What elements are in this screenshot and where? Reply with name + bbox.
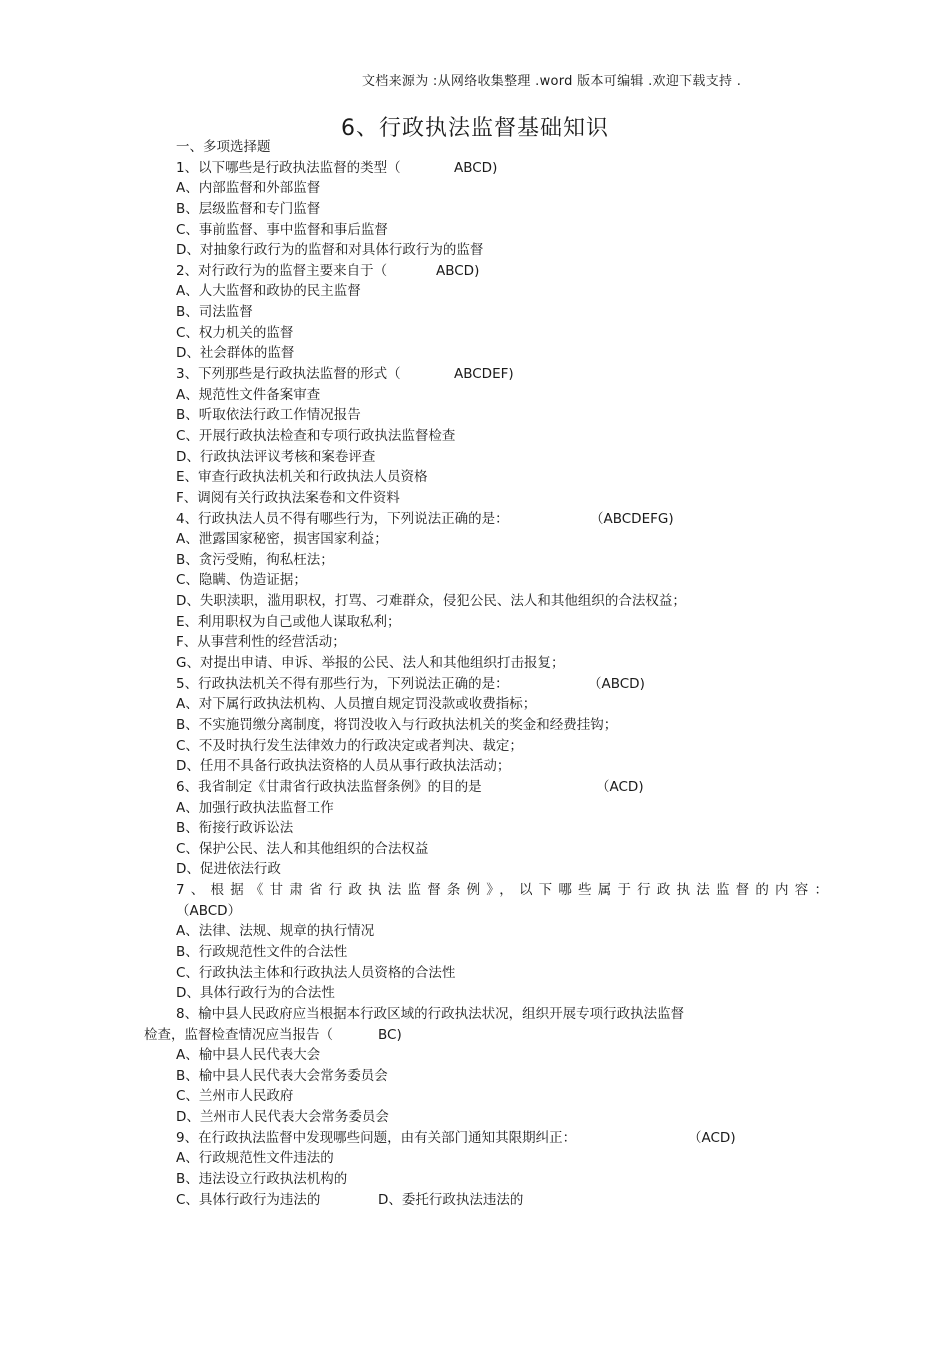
option: D、兰州市人民代表大会常务委员会 bbox=[176, 1109, 389, 1126]
option: B、司法监督 bbox=[176, 304, 253, 321]
option: A、内部监督和外部监督 bbox=[176, 180, 321, 197]
question-5 bbox=[0, 674, 950, 695]
option: A、对下属行政执法机构、人员擅自规定罚没款或收费指标； bbox=[176, 696, 537, 713]
option: D、促进依法行政 bbox=[176, 861, 281, 878]
option: A、规范性文件备案审查 bbox=[176, 386, 321, 403]
option: C、权力机关的监督 bbox=[176, 324, 294, 341]
option: D、社会群体的监督 bbox=[176, 345, 295, 362]
option: B、听取依法行政工作情况报告 bbox=[176, 407, 361, 424]
question-7: 7、根据《甘肃省行政执法监督条例》，以下哪些属于行政执法监督的内容： bbox=[176, 882, 835, 899]
question-text: 检查，监督检查情况应当报告（ bbox=[144, 1026, 333, 1043]
option: C、事前监督、事中监督和事后监督 bbox=[176, 221, 388, 238]
document-body bbox=[0, 137, 950, 1210]
question-2 bbox=[0, 261, 950, 282]
option: D、具体行政行为的合法性 bbox=[176, 985, 335, 1002]
option: B、贪污受贿，徇私枉法； bbox=[176, 551, 334, 568]
option: G、对提出申请、申诉、举报的公民、法人和其他组织打击报复； bbox=[176, 655, 565, 672]
question-text: 2、对行政行为的监督主要来自于（ bbox=[176, 262, 388, 279]
option: E、审查行政执法机关和行政执法人员资格 bbox=[176, 469, 428, 486]
option: F、从事营利性的经营活动； bbox=[176, 634, 346, 651]
option: D、委托行政执法违法的 bbox=[378, 1191, 524, 1208]
option: C、隐瞒、伪造证据； bbox=[176, 572, 307, 589]
question-answer: BC) bbox=[378, 1026, 402, 1043]
option: B、榆中县人民代表大会常务委员会 bbox=[176, 1067, 388, 1084]
option: A、行政规范性文件违法的 bbox=[176, 1150, 334, 1167]
question-text: 5、行政执法机关不得有那些行为，下列说法正确的是： bbox=[176, 675, 509, 692]
question-9 bbox=[0, 1128, 950, 1149]
option: C、不及时执行发生法律效力的行政决定或者判决、裁定； bbox=[176, 737, 523, 754]
question-answer: （ACD) bbox=[688, 1129, 736, 1146]
question-answer: （ABCDEFG) bbox=[590, 510, 674, 527]
option: A、法律、法规、规章的执行情况 bbox=[176, 923, 375, 940]
option: E、利用职权为自己或他人谋取私利； bbox=[176, 613, 401, 630]
question-answer: （ABCD） bbox=[176, 902, 242, 919]
option: D、失职渎职，滥用职权，打骂、刁难群众，侵犯公民、法人和其他组织的合法权益； bbox=[176, 593, 686, 610]
option: B、层级监督和专门监督 bbox=[176, 200, 321, 217]
question-answer: ABCD) bbox=[436, 262, 480, 279]
option: B、不实施罚缴分离制度，将罚没收入与行政执法机关的奖金和经费挂钩； bbox=[176, 716, 618, 733]
question-text: 6、我省制定《甘肃省行政执法监督条例》的目的是 bbox=[176, 778, 482, 795]
option: D、对抽象行政行为的监督和对具体行政行为的监督 bbox=[176, 242, 484, 259]
option: D、行政执法评议考核和案卷评查 bbox=[176, 448, 376, 465]
option: F、调阅有关行政执法案卷和文件资料 bbox=[176, 489, 400, 506]
question-3 bbox=[0, 364, 950, 385]
option: A、榆中县人民代表大会 bbox=[176, 1047, 321, 1064]
option: A、加强行政执法监督工作 bbox=[176, 799, 334, 816]
question-answer: （ACD) bbox=[596, 778, 644, 795]
header-note: 文档来源为 :从网络收集整理 .word 版本可编辑 .欢迎下载支持 . bbox=[362, 74, 742, 89]
document-title: 6、行政执法监督基础知识 bbox=[341, 116, 609, 141]
option: B、行政规范性文件的合法性 bbox=[176, 943, 348, 960]
option: C、兰州市人民政府 bbox=[176, 1088, 294, 1105]
question-answer: ABCD) bbox=[454, 159, 498, 176]
question-answer: ABCDEF) bbox=[454, 366, 514, 383]
option: C、具体行政行为违法的 bbox=[176, 1191, 321, 1208]
question-text: 1、以下哪些是行政执法监督的类型（ bbox=[176, 159, 401, 176]
option: C、开展行政执法检查和专项行政执法监督检查 bbox=[176, 427, 456, 444]
question-text: 9、在行政执法监督中发现哪些问题，由有关部门通知其限期纠正： bbox=[176, 1129, 577, 1146]
option: B、衔接行政诉讼法 bbox=[176, 820, 294, 837]
question-text: 4、行政执法人员不得有哪些行为，下列说法正确的是： bbox=[176, 510, 509, 527]
option: A、泄露国家秘密，损害国家利益； bbox=[176, 531, 388, 548]
question-4 bbox=[0, 509, 950, 530]
option: C、行政执法主体和行政执法人员资格的合法性 bbox=[176, 964, 456, 981]
section-heading: 一、多项选择题 bbox=[176, 139, 271, 155]
option: C、保护公民、法人和其他组织的合法权益 bbox=[176, 840, 429, 857]
option-row bbox=[0, 1190, 950, 1211]
question-1 bbox=[0, 158, 950, 179]
question-text: 3、下列那些是行政执法监督的形式（ bbox=[176, 366, 401, 383]
question-answer: （ABCD) bbox=[588, 675, 645, 692]
option: A、人大监督和政协的民主监督 bbox=[176, 283, 361, 300]
question-6 bbox=[0, 777, 950, 798]
option: B、违法设立行政执法机构的 bbox=[176, 1171, 348, 1188]
question-8-continued bbox=[0, 1025, 950, 1046]
option: D、任用不具备行政执法资格的人员从事行政执法活动； bbox=[176, 758, 511, 775]
question-8: 8、榆中县人民政府应当根据本行政区域的行政执法状况，组织开展专项行政执法监督 bbox=[176, 1005, 685, 1022]
